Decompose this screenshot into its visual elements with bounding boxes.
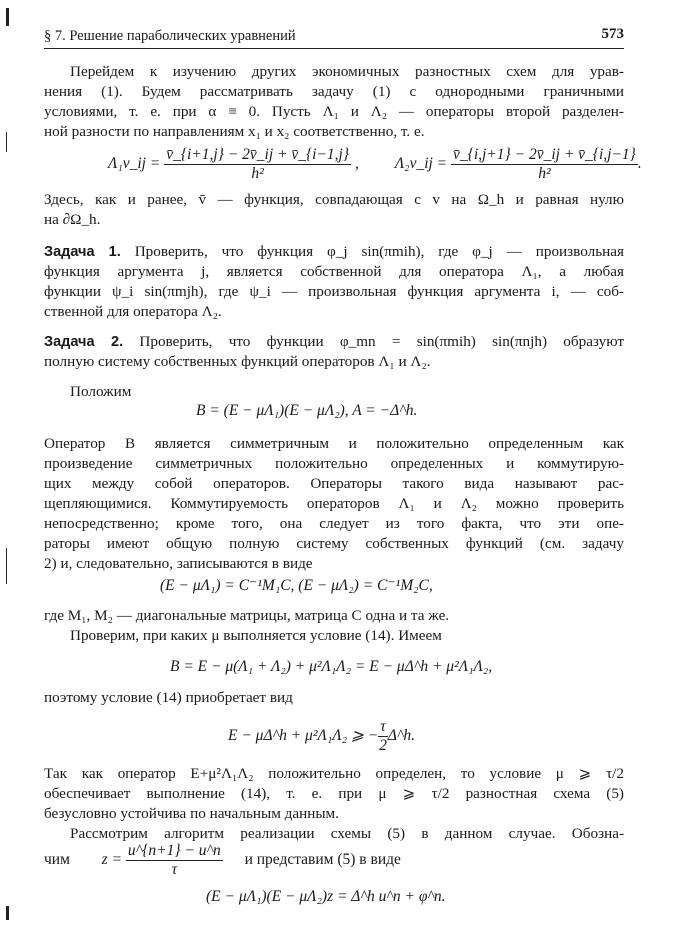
paragraph-polozhim bbox=[44, 382, 624, 402]
margin-mark-bottom bbox=[6, 906, 9, 920]
task-label: Задача 2. bbox=[44, 334, 124, 350]
text-line: Задача 1. Проверить, что функция φ_j sin(πmih), где φ_j — произвольная bbox=[44, 243, 624, 260]
margin-mark-left bbox=[6, 132, 7, 152]
text-line: Рассмотрим алгоритм реализации схемы (5) в данном случае. Обозна- bbox=[70, 825, 624, 842]
formula-inequality bbox=[228, 718, 415, 755]
paragraph-stability bbox=[44, 764, 624, 844]
formula-lhs: Λ₁v_ij = bbox=[108, 155, 161, 173]
paragraph-condition bbox=[44, 688, 624, 708]
text-line: Так как оператор E+μ²Λ₁Λ₂ положительно определен, то условие μ ⩾ τ/2 bbox=[44, 765, 624, 782]
formula-lhs: Λ₂v_ij = bbox=[394, 155, 448, 173]
paragraph-intro bbox=[44, 62, 624, 142]
text-line: непосредственно; кроме того, она следует из того факта, что эти опе- bbox=[44, 515, 624, 532]
text-line: щепляющимися. Коммутируемость операторов Λ₁ и Λ₂ можно проверить bbox=[44, 495, 624, 512]
text-line: Задача 2. Проверить, что функции φ_mn = sin(πmih) sin(πnjh) образуют bbox=[44, 333, 624, 350]
formula-B-expansion: B = E − μ(Λ₁ + Λ₂) + μ²Λ₁Λ₂ = E − μΔ^h + μ²Λ₁Λ₂, bbox=[170, 658, 493, 675]
text-line: Перейдем к изучению других экономичных разностных схем для урав- bbox=[70, 63, 624, 80]
formula-decomposition: (E − μΛ₁) = C⁻¹M₁C, (E − μΛ₂) = C⁻¹M₂C, bbox=[160, 577, 433, 594]
fraction bbox=[126, 842, 223, 879]
text-line: нения (1). Будем рассматривать задачу (1) с однородными граничными bbox=[44, 83, 624, 100]
text-line: Проверим, при каких μ выполняется условие (14). Имеем bbox=[70, 627, 442, 644]
fraction-denominator: 2 bbox=[379, 737, 387, 754]
fraction bbox=[378, 718, 388, 755]
text-line: 2) и, следовательно, записываются в виде bbox=[44, 555, 313, 572]
formula-z-definition bbox=[44, 842, 401, 879]
task-1 bbox=[44, 242, 624, 322]
text-line: функция аргумента j, является собственной для оператора Λ₁, а любая bbox=[44, 263, 624, 280]
fraction-numerator: u^{n+1} − u^n bbox=[127, 842, 221, 859]
text-line: Оператор B является симметричным и положительно определенным как bbox=[44, 435, 624, 452]
fraction bbox=[451, 146, 638, 183]
task-label: Задача 1. bbox=[44, 244, 121, 260]
paragraph-diagonal bbox=[44, 606, 624, 646]
text-suffix: и представим (5) в виде bbox=[244, 851, 401, 869]
margin-mark-left-2 bbox=[6, 548, 7, 584]
paragraph-vbar bbox=[44, 190, 624, 230]
section-title: § 7. Решение параболических уравнений bbox=[44, 28, 296, 44]
text-line: ной разности по направлениям x₁ и x₂ соответственно, т. е. bbox=[44, 123, 425, 140]
fraction-denominator: h² bbox=[538, 165, 551, 182]
formula-B-A: B = (E − μΛ₁)(E − μΛ₂), A = −Δ^h. bbox=[196, 402, 418, 419]
fraction-numerator: v̄_{i+1,j} − 2v̄_ij + v̄_{i−1,j} bbox=[166, 146, 350, 163]
text-line: Здесь, как и ранее, v̄ — функция, совпадающая с v на Ω_h и равная нулю bbox=[44, 191, 624, 208]
paragraph-operator-B bbox=[44, 434, 624, 574]
text-line: щих между собой операторов. Операторы такого вида называют рас- bbox=[44, 475, 624, 492]
formula-lambda-operators: Λ₁v_ij = $\frac{v̄\_\{i+1,j\} - 2v̄\_ij + v̄\_\{i-1,j\}}{\text{h²}}$ , Λ₂v_ij = $\frac{v̄\_\{i,j+1\} - 2v̄\_ij + v̄\_\{i,j-1\}}{\text{h²}}$ . bbox=[108, 146, 642, 182]
text-line: ственной для оператора Λ₂. bbox=[44, 303, 222, 320]
text-line: произведение симметричных положительно определенных и коммутирую- bbox=[44, 455, 624, 472]
fraction-denominator: h² bbox=[251, 165, 264, 182]
text-line: функции ψ_i sin(πmjh), где ψ_i — произвольная функция аргумента i, — соб- bbox=[44, 283, 624, 300]
text-line: безусловно устойчива по начальным данным. bbox=[44, 805, 339, 822]
page-number: 573 bbox=[601, 26, 624, 42]
formula-lhs: z = bbox=[101, 851, 123, 869]
text-line: на ∂Ω_h. bbox=[44, 211, 101, 228]
running-header bbox=[44, 26, 624, 49]
text-line: раторы имеют общую полную систему собственных функций (см. задачу bbox=[44, 535, 624, 552]
formula-lhs: E − μΔ^h + μ²Λ₁Λ₂ ⩾ − bbox=[228, 727, 379, 745]
text-line: обеспечивает выполнение (14), т. е. при μ ⩾ τ/2 разностная схема (5) bbox=[44, 785, 624, 802]
fraction bbox=[164, 146, 351, 183]
formula-final: (E − μΛ₁)(E − μΛ₂)z = Δ^h u^n + φ^n. bbox=[206, 888, 446, 905]
task-2 bbox=[44, 332, 624, 372]
fraction-numerator: v̄_{i,j+1} − 2v̄_ij + v̄_{i,j−1} bbox=[453, 146, 636, 163]
text-line: полную систему собственных функций операторов Λ₁ и Λ₂. bbox=[44, 353, 431, 370]
text-line: поэтому условие (14) приобретает вид bbox=[44, 689, 293, 706]
text-line: где M₁, M₂ — диагональные матрицы, матрица C одна и та же. bbox=[44, 607, 450, 624]
margin-mark-top bbox=[6, 8, 9, 26]
fraction-denominator: τ bbox=[171, 861, 178, 878]
text-prefix: чим bbox=[44, 851, 70, 869]
text-line: Положим bbox=[70, 383, 132, 400]
text-line: условиями, т. е. при α ≡ 0. Пусть Λ₁ и Λ₂ — операторы второй разделен- bbox=[44, 103, 624, 120]
fraction-numerator: τ bbox=[380, 718, 386, 735]
formula-rhs: Δ^h. bbox=[387, 727, 416, 745]
